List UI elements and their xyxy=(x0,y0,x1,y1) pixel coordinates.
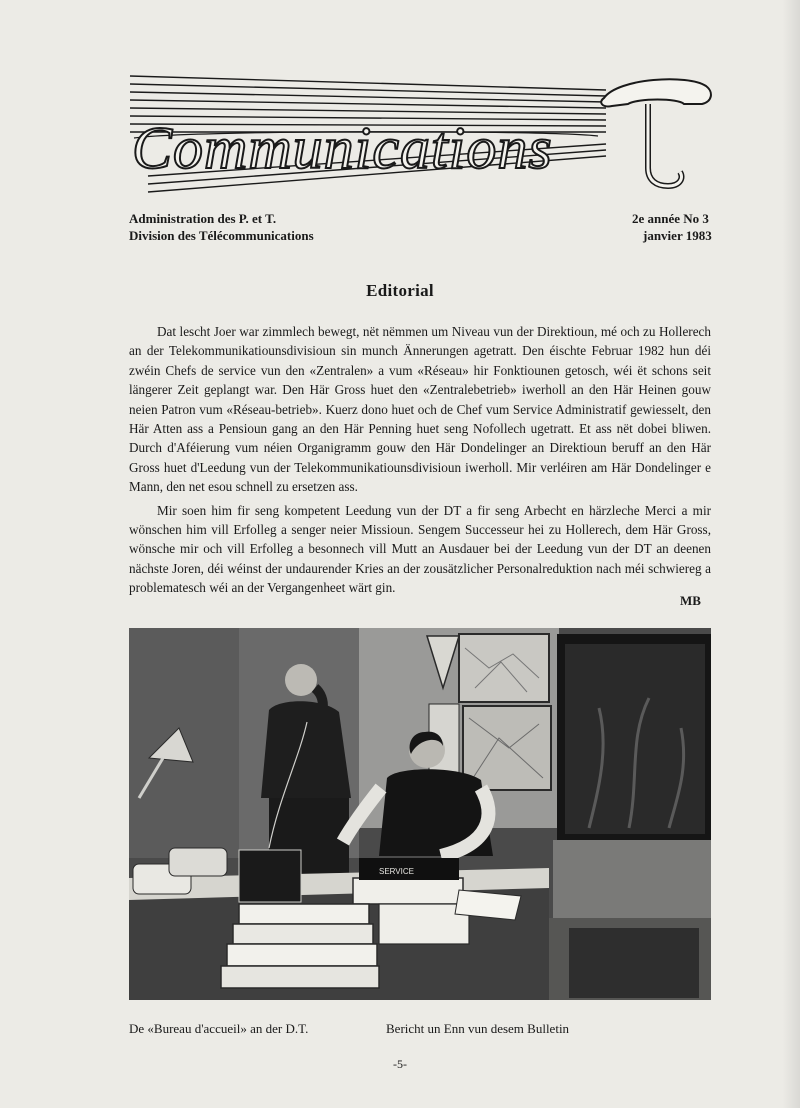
editorial-paragraph-1: Dat lescht Joer war zimmlech bewegt, nët nëmmen um Niveau vun der Direktioun, mé och zu Hollerech an der Telekommunikatiounsdivisioun sin munch Ännerungen agetratt. Den éischte Februar 1982 hun déi zwéin Chefs de service vun den «Zentralen» a vum «Réseau» hir Fonktiounen getosch, wéi ët schons seit längerer Zeit geplangt war. Den Här Gross huet den «Zentralebetrieb» iwerholl an den Här Heinen gouw neien Patron vum «Réseau-betrieb». Kuerz dono huet och de Chef vum Service Administratif gewiesselt, den Här Atten ass a Pensioun gang an den Här Penning huet seng Nofollech ugetratt. Et ass nët dobei bliwen. Durch d'Aféierung vum néien Organigramm gouw den Här Dondelinger an Direktioun beruff an den Här Gross huet d'Leedung vun der Telekommunikatiounsdivisioun iwerholl. Mir verléiren am Här Dondelinger e Mann, den net esou schnell zu ersetzen ass. xyxy=(129,324,711,495)
photo-caption: De «Bureau d'accueil» an der D.T. xyxy=(129,1021,309,1036)
editorial-signature: MB xyxy=(680,593,701,608)
office-photo xyxy=(129,628,711,1000)
masthead xyxy=(128,68,718,196)
header-issue-date: janvier 1983 xyxy=(643,228,712,243)
page-number: -5- xyxy=(393,1057,407,1071)
header-administration-line1: Administration des P. et T. xyxy=(129,211,277,226)
editorial-body xyxy=(129,322,711,602)
header-administration xyxy=(129,210,314,244)
header-administration-line2: Division des Télécommunications xyxy=(129,228,314,243)
header-issue xyxy=(632,210,712,244)
masthead-title: Communications xyxy=(132,115,553,181)
office-photo-illustration xyxy=(129,628,711,1000)
ledger-label: SERVICE xyxy=(379,867,414,876)
page-edge-shadow xyxy=(782,0,800,1108)
photo-caption-note: Bericht un Enn vun desem Bulletin xyxy=(386,1021,570,1036)
header-issue-number: 2e année No 3 xyxy=(632,211,709,226)
editorial-paragraph-2: Mir soen him fir seng kompetent Leedung vun der DT a fir seng Arbecht en härzleche Merci a mir wönschen him vill Erfolleg a senger neier Missioun. Sengem Successeur hei zu Hollerech, dem Här Gross, wönsche mir och vill Erfolleg a besonnech vill Mutt an Ausdauer bei der Leedung vun der DT an deenen nächste Joren, déi wéinst der undaurender Kries an der zousätzlicher Personalreduktion nach méi schwiereg a problematesch wéi an der Vergangenheet wärt gin. xyxy=(129,502,711,596)
editorial-title: Editorial xyxy=(366,281,434,300)
